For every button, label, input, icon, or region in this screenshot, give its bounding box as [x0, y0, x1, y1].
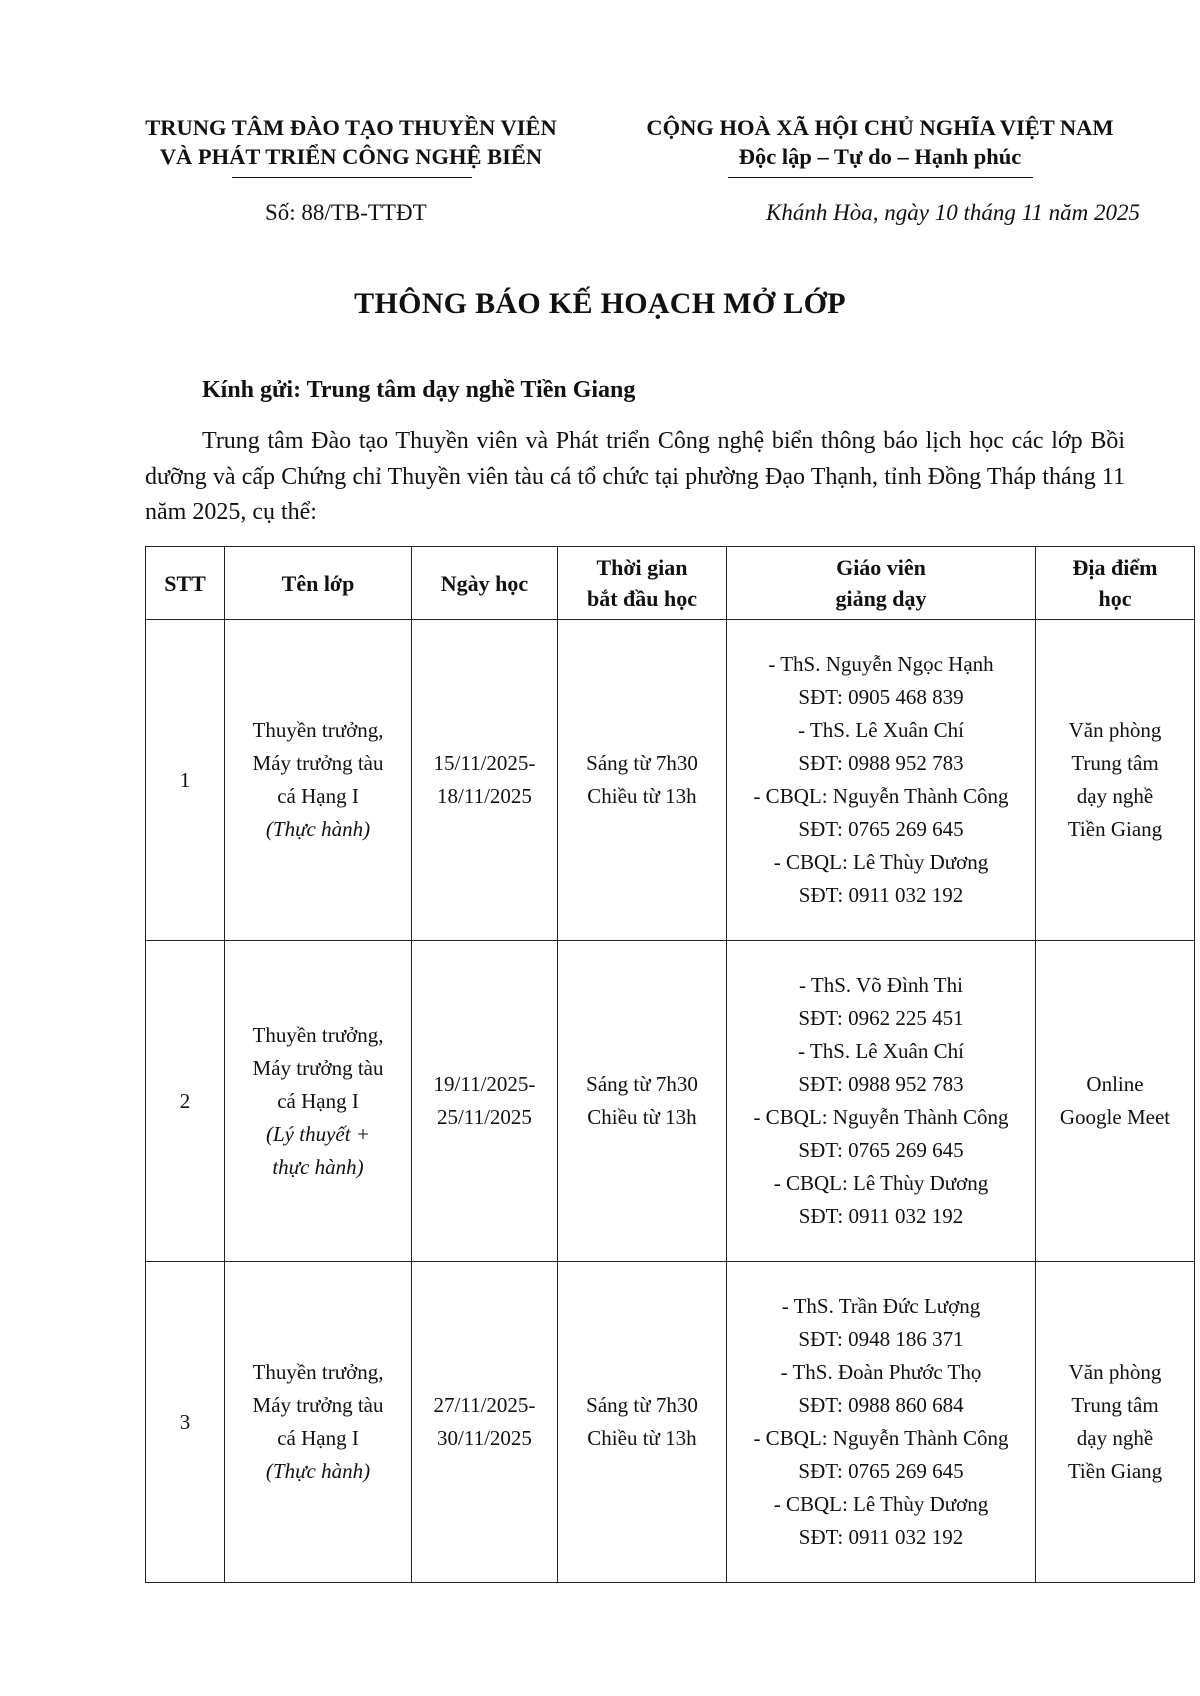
schedule-table [145, 546, 1195, 1583]
cell-location: Online Google Meet [1036, 941, 1195, 1262]
table-row [146, 941, 1195, 1262]
cell-class-name: Thuyền trưởng, Máy trưởng tàu cá Hạng I (Lý thuyết + thực hành) [225, 941, 412, 1262]
recipient: Kính gửi: Trung tâm dạy nghề Tiền Giang [202, 377, 636, 403]
document-number: Số: 88/TB-TTĐT [265, 200, 427, 225]
cell-location: Văn phòng Trung tâm dạy nghề Tiền Giang [1036, 1262, 1195, 1583]
cell-dates: 15/11/2025- 18/11/2025 [412, 620, 558, 941]
header-stt: STT [146, 547, 225, 620]
table-header-row [146, 547, 1195, 620]
national-header [620, 113, 1140, 171]
cell-dates: 27/11/2025- 30/11/2025 [412, 1262, 558, 1583]
place-date: Khánh Hòa, ngày 10 tháng 11 năm 2025 [766, 200, 1140, 225]
header-dates: Ngày học [412, 547, 558, 620]
nation-motto: Độc lập – Tự do – Hạnh phúc [738, 144, 1022, 169]
cell-teachers: - ThS. Nguyễn Ngọc Hạnh SĐT: 0905 468 839 - ThS. Lê Xuân Chí SĐT: 0988 952 783 - CBQL: Nguyễn Thành Công SĐT: 0765 269 645 - CBQL: Lê Thùy Dương SĐT: 0911 032 192 [727, 620, 1036, 941]
nation-line-1: CỘNG HOÀ XÃ HỘI CHỦ NGHĨA VIỆT NAM [646, 115, 1114, 140]
org-line-1: TRUNG TÂM ĐÀO TẠO THUYỀN VIÊN [145, 115, 557, 140]
intro-paragraph: Trung tâm Đào tạo Thuyền viên và Phát triển Công nghệ biển thông báo lịch học các lớp Bồi dưỡng và cấp Chứng chỉ Thuyền viên tàu cá tổ chức tại phường Đạo Thạnh, tỉnh Đồng Tháp tháng 11 năm 2025, cụ thể: [145, 428, 1125, 525]
cell-stt: 1 [146, 620, 225, 941]
document-title: THÔNG BÁO KẾ HOẠCH MỞ LỚP [354, 287, 846, 320]
cell-start-time: Sáng từ 7h30 Chiều từ 13h [558, 941, 727, 1262]
cell-class-name: Thuyền trưởng, Máy trưởng tàu cá Hạng I (Thực hành) [225, 620, 412, 941]
organization-name [120, 113, 582, 171]
cell-start-time: Sáng từ 7h30 Chiều từ 13h [558, 1262, 727, 1583]
cell-teachers: - ThS. Võ Đình Thi SĐT: 0962 225 451 - ThS. Lê Xuân Chí SĐT: 0988 952 783 - CBQL: Nguyễn Thành Công SĐT: 0765 269 645 - CBQL: Lê Thùy Dương SĐT: 0911 032 192 [727, 941, 1036, 1262]
org-line-2: VÀ PHÁT TRIỂN CÔNG NGHỆ BIỂN [159, 144, 543, 169]
cell-teachers: - ThS. Trần Đức Lượng SĐT: 0948 186 371 - ThS. Đoàn Phước Thọ SĐT: 0988 860 684 - CBQL: Nguyễn Thành Công SĐT: 0765 269 645 - CBQL: Lê Thùy Dương SĐT: 0911 032 192 [727, 1262, 1036, 1583]
cell-start-time: Sáng từ 7h30 Chiều từ 13h [558, 620, 727, 941]
cell-stt: 2 [146, 941, 225, 1262]
cell-dates: 19/11/2025- 25/11/2025 [412, 941, 558, 1262]
header-start-time: Thời gian bắt đầu học [558, 547, 727, 620]
motto-underline [728, 177, 1033, 178]
cell-class-name: Thuyền trưởng, Máy trưởng tàu cá Hạng I (Thực hành) [225, 1262, 412, 1583]
org-underline [232, 177, 472, 178]
header-class-name: Tên lớp [225, 547, 412, 620]
cell-stt: 3 [146, 1262, 225, 1583]
table-row [146, 620, 1195, 941]
cell-location: Văn phòng Trung tâm dạy nghề Tiền Giang [1036, 620, 1195, 941]
table-row [146, 1262, 1195, 1583]
header-teachers: Giáo viên giảng dạy [727, 547, 1036, 620]
header-location: Địa điểm học [1036, 547, 1195, 620]
